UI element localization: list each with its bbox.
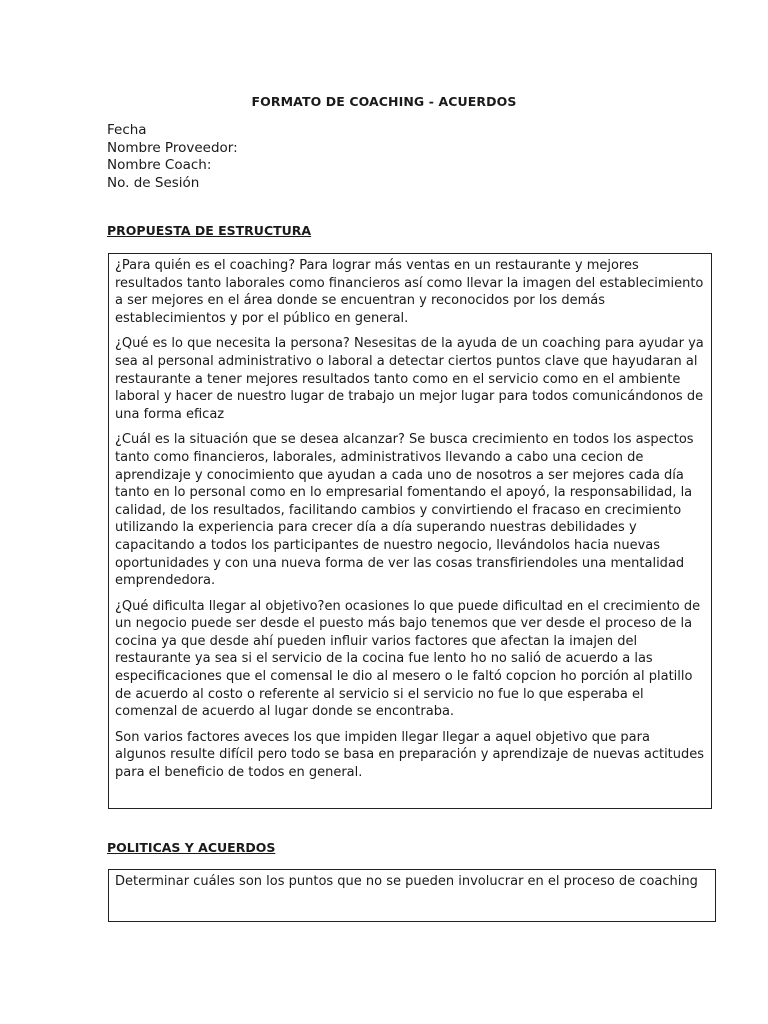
paragraph-que-necesita: ¿Qué es lo que necesita la persona? Nesesitas de la ayuda de un coaching para ayudar ya sea al personal administrativo o laboral a detectar ciertos puntos clave que hayudaran al restaurante a tener mejores resultados tanto como en el servicio como en el ambiente laboral y hacer de nuestro lugar de trabajo un mejor lugar para todos comunicándonos de una forma eficaz [115,336,704,422]
paragraph-para-quien: ¿Para quién es el coaching? Para lograr más ventas en un restaurante y mejores resultados tanto laborales como financieros así como llevar la imagen del establecimiento a ser mejores en el área donde se encuentran y reconocidos por los demás establecimientos y por el público en general. [115,258,704,326]
paragraph-situacion-deseada: ¿Cuál es la situación que se desea alcanzar? Se busca crecimiento en todos los aspectos tanto como financieros, laborales, administrativos llevando a cabo una cecion de aprendizaje y conocimiento que ayudan a cada uno de nosotros a ser mejores cada día tanto en lo personal como en lo empresarial fomentando el apoyó, la responsabilidad, la calidad, de los resultados, facilitando cambios y convirtiendo el fracaso en crecimiento utilizando la experiencia para crecer día a día superando nuestras debilidades y capacitando a todos los participantes de nuestro negocio, llevándolos hacia nuevas oportunidades y con una nueva forma de ver las cosas transfiriendoles una mentalidad emprendedora. [115,432,694,589]
propuesta-box [108,253,712,809]
field-fecha: Fecha [107,122,147,138]
field-nombre-proveedor: Nombre Proveedor: [107,139,238,156]
document-title: FORMATO DE COACHING - ACUERDOS [251,94,517,109]
paragraph-dificultades: ¿Qué dificulta llegar al objetivo?en ocasiones lo que puede dificultad en el crecimiento de un negocio puede ser desde el puesto más bajo tenemos que ver desde el proceso de la cocina ya que desde ahí pueden influir varios factores que afectan la imajen del restaurante ya sea si el servicio de la cocina fue lento ho no salió de acuerdo a las especificaciones que el comensal le dio al mesero o le faltó copcion ho porción al platillo de acuerdo al costo o referente al servicio si el servicio no fue lo que esperaba el comenzal de acuerdo al lugar donde se encontraba. [115,598,701,720]
politicas-heading: POLITICAS Y ACUERDOS [107,840,276,855]
politicas-box [108,869,716,922]
session-fields [107,122,238,192]
propuesta-heading: PROPUESTA DE ESTRUCTURA [107,223,312,238]
paragraph-factores: Son varios factores aveces los que impiden llegar llegar a aquel objetivo que para algunos resulte difícil pero todo se basa en preparación y aprendizaje de nuevas actitudes para el beneficio de todos en general. [115,729,705,781]
field-numero-sesion: No. de Sesión [107,174,200,191]
field-nombre-coach: Nombre Coach: [107,157,212,173]
politicas-text: Determinar cuáles son los puntos que no se pueden involucrar en el proceso de coaching [115,874,698,889]
